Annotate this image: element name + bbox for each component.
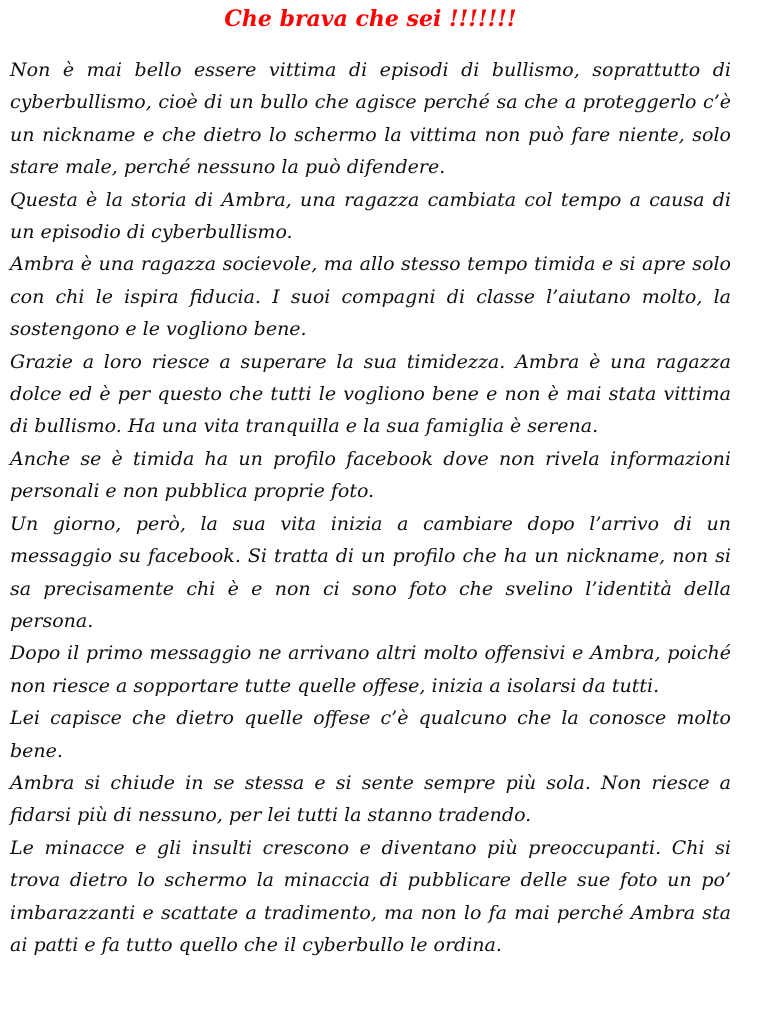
paragraph-someone-knows-her: Lei capisce che dietro quelle offese c’è qualcuno che la conosce molto bene.: [10, 707, 731, 762]
paragraph-closes-herself: Ambra si chiude in se stessa e si sente sempre più sola. Non riesce a fidarsi più di nessuno, per lei tutti la stanno tradendo.: [10, 771, 731, 827]
paragraph-facebook-profile: Anche se è timida ha un profilo facebook dove non rivela informazioni personali e non pubblica proprie foto.: [10, 447, 731, 503]
paragraph-offensive-messages: Dopo il primo messaggio ne arrivano altri molto offensivi e Ambra, poiché non riesce a sopportare tutte quelle offese, inizia a isolarsi da tutti.: [10, 642, 731, 697]
document-title: Che brava che sei !!!!!!!: [224, 6, 517, 32]
paragraph-overcome-shyness: Grazie a loro riesce a superare la sua timidezza. Ambra è una ragazza dolce ed è per questo che tutti le vogliono bene e non è mai stata vittima di bullismo. Ha una vita tranquilla e la sua famiglia è serena.: [10, 350, 731, 438]
paragraph-first-message: Un giorno, però, la sua vita inizia a cambiare dopo l’arrivo di un messaggio su facebook. Si tratta di un profilo che ha un nickname, non si sa precisamente chi è e non ci sono foto che svelino l’identità della persona.: [10, 512, 731, 632]
story-body: [10, 54, 731, 961]
paragraph-threats: Le minacce e gli insulti crescono e diventano più preoccupanti. Chi si trova dietro lo schermo la minaccia di pubblicare delle sue foto un po’ imbarazzanti e scattate a tradimento, ma non lo fa mai perché Ambra sta ai patti e fa tutto quello che il cyberbullo le ordina.: [10, 836, 731, 956]
paragraph-story-of-ambra: Questa è la storia di Ambra, una ragazza cambiata col tempo a causa di un episodio di cyberbullismo.: [10, 188, 731, 244]
paragraph-ambra-sociable: Ambra è una ragazza socievole, ma allo stesso tempo timida e si apre solo con chi le ispira fiducia. I suoi compagni di classe l’aiutano molto, la sostengono e le vogliono bene.: [10, 253, 731, 341]
paragraph-intro: Non è mai bello essere vittima di episodi di bullismo, soprattutto di cyberbullismo, cioè di un bullo che agisce perché sa che a proteggerlo c’è un nickname e che dietro lo schermo la vittima non può fare niente, solo stare male, perché nessuno la può difendere.: [10, 59, 731, 179]
